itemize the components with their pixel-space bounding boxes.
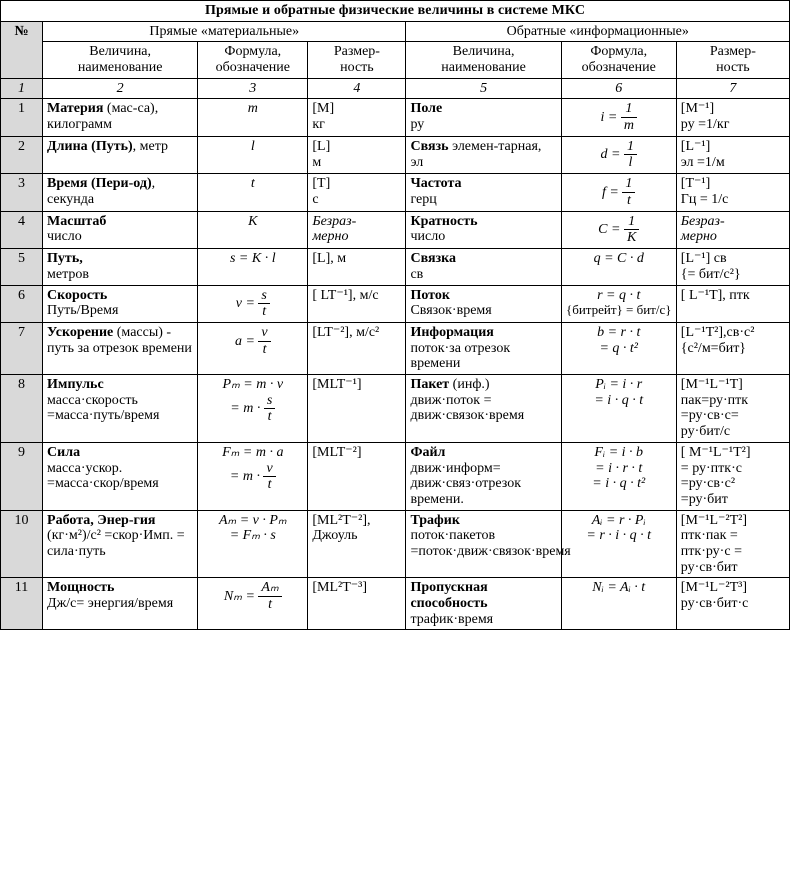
column-number-row [1,78,790,99]
direct-dimension: [MLT⁻¹] [308,375,406,443]
inverse-formula: Fᵢ = i · b = i · r · t = i · q · t² [561,442,676,510]
row-number: 4 [1,211,43,248]
colnum-6: 6 [561,78,676,99]
row-number: 5 [1,249,43,285]
table-row [1,136,790,173]
direct-formula: l [198,136,308,173]
inverse-name: Пропускная способность трафик·время [406,578,561,630]
inverse-dimension: [L⁻¹] св {= бит/с²} [676,249,789,285]
row-number: 8 [1,375,43,443]
direct-formula: t [198,174,308,211]
direct-formula: Aₘ = v · Pₘ = Fₘ · s [198,510,308,578]
direct-dimension: [ML²T⁻²], Джоуль [308,510,406,578]
inverse-formula: d = $\frac{1}{l}$ [561,136,676,173]
direct-formula: v = $\frac{s}{t}$ [198,285,308,322]
inverse-dimension: [M⁻¹L⁻²T³] ру·св·бит·с [676,578,789,630]
colnum-5: 5 [406,78,561,99]
row-number: 9 [1,442,43,510]
direct-dimension: Безраз- мерно [308,211,406,248]
direct-formula: Fₘ = m · a = m · $\frac{v}{t}$ [198,442,308,510]
inverse-name: Частота герц [406,174,561,211]
direct-name: Время (Пери-од), секунда [43,174,198,211]
row-number: 2 [1,136,43,173]
direct-name: Материя (мас-са), килограмм [43,99,198,136]
table-row [1,285,790,322]
inverse-name: Файл движ·информ= движ·связ·отрезок времени. [406,442,561,510]
header-inverse-name: Величина, наименование [406,42,561,78]
row-number: 1 [1,99,43,136]
inverse-name: Поток Связок·время [406,285,561,322]
inverse-dimension: [L⁻¹] эл =1/м [676,136,789,173]
inverse-formula: b = r · t = q · t² [561,323,676,375]
row-number: 3 [1,174,43,211]
inverse-dimension: [L⁻¹T²],св·с² {с²/м=бит} [676,323,789,375]
header-direct-name: Величина, наименование [43,42,198,78]
direct-dimension: [LT⁻²], м/с² [308,323,406,375]
inverse-dimension: [ M⁻¹L⁻¹T²] = ру·птк·с =ру·св·с² =ру·бит [676,442,789,510]
colnum-7: 7 [676,78,789,99]
direct-dimension: [ML²T⁻³] [308,578,406,630]
direct-dimension: [L] м [308,136,406,173]
group-header-inverse: Обратные «информационные» [406,21,790,42]
row-number: 11 [1,578,43,630]
direct-formula: K [198,211,308,248]
inverse-name: Пакет (инф.) движ·поток = движ·связок·время [406,375,561,443]
colnum-3: 3 [198,78,308,99]
direct-formula: Pₘ = m · v = m · $\frac{s}{t}$ [198,375,308,443]
header-inverse-dimension: Размер- ность [676,42,789,78]
table-row [1,249,790,285]
table-row [1,211,790,248]
inverse-name: Информация поток·за отрезок времени [406,323,561,375]
inverse-formula: f = $\frac{1}{t}$ [561,174,676,211]
table-row [1,578,790,630]
inverse-name: Связь элемен-тарная, эл [406,136,561,173]
direct-name: Импульс масса·скорость =масса·путь/время [43,375,198,443]
inverse-dimension: [M⁻¹L⁻¹T] пак=ру·птк =ру·св·с= ру·бит/с [676,375,789,443]
inverse-name: Связка св [406,249,561,285]
inverse-formula: Nᵢ = Aᵢ · t [561,578,676,630]
direct-name: Работа, Энер-гия (кг·м²)/с² =скор·Имп. = сила·путь [43,510,198,578]
colnum-2: 2 [43,78,198,99]
inverse-formula: q = C · d [561,249,676,285]
direct-formula: s = K · l [198,249,308,285]
direct-name: Масштаб число [43,211,198,248]
direct-name: Ускорение (массы) - путь за отрезок времени [43,323,198,375]
colnum-4: 4 [308,78,406,99]
colnum-1: 1 [1,78,43,99]
inverse-name: Трафик поток·пакетов =поток·движ·связок·время [406,510,561,578]
direct-formula: m [198,99,308,136]
direct-name: Сила масса·ускор. =масса·скор/время [43,442,198,510]
header-inverse-formula: Формула, обозначение [561,42,676,78]
inverse-formula: Pᵢ = i · r = i · q · t [561,375,676,443]
row-number: 10 [1,510,43,578]
direct-name: Длина (Путь), метр [43,136,198,173]
inverse-formula: Aᵢ = r · Pᵢ = r · i · q · t [561,510,676,578]
table-row [1,174,790,211]
direct-name: Путь, метров [43,249,198,285]
table-row [1,323,790,375]
inverse-name: Кратность число [406,211,561,248]
direct-dimension: [ LT⁻¹], м/с [308,285,406,322]
direct-formula: a = $\frac{v}{t}$ [198,323,308,375]
inverse-dimension: Безраз- мерно [676,211,789,248]
table-row [1,442,790,510]
direct-dimension: [L], м [308,249,406,285]
table-row [1,510,790,578]
group-header-direct: Прямые «материальные» [43,21,406,42]
header-number: № [1,21,43,78]
row-number: 6 [1,285,43,322]
inverse-formula: r = q · t {битрейт} = бит/с} [561,285,676,322]
table-row [1,99,790,136]
direct-name: Скорость Путь/Время [43,285,198,322]
inverse-dimension: [M⁻¹] ру =1/кг [676,99,789,136]
inverse-name: Поле ру [406,99,561,136]
direct-name: Мощность Дж/с= энергия/время [43,578,198,630]
direct-formula: Nₘ = $\frac{\text{Aₘ}}{t}$ [198,578,308,630]
inverse-formula: i = $\frac{1}{m}$ [561,99,676,136]
header-direct-formula: Формула, обозначение [198,42,308,78]
direct-dimension: [T] с [308,174,406,211]
direct-dimension: [M] кг [308,99,406,136]
table-row [1,375,790,443]
row-number: 7 [1,323,43,375]
inverse-dimension: [M⁻¹L⁻²T²] птк·пак = птк·ру·с = ру·св·бит [676,510,789,578]
page-title: Прямые и обратные физические величины в системе МКС [1,1,790,22]
inverse-formula: C = $\frac{1}{K}$ [561,211,676,248]
inverse-dimension: [ L⁻¹T], птк [676,285,789,322]
direct-dimension: [MLT⁻²] [308,442,406,510]
header-direct-dimension: Размер- ность [308,42,406,78]
inverse-dimension: [T⁻¹] Гц = 1/с [676,174,789,211]
